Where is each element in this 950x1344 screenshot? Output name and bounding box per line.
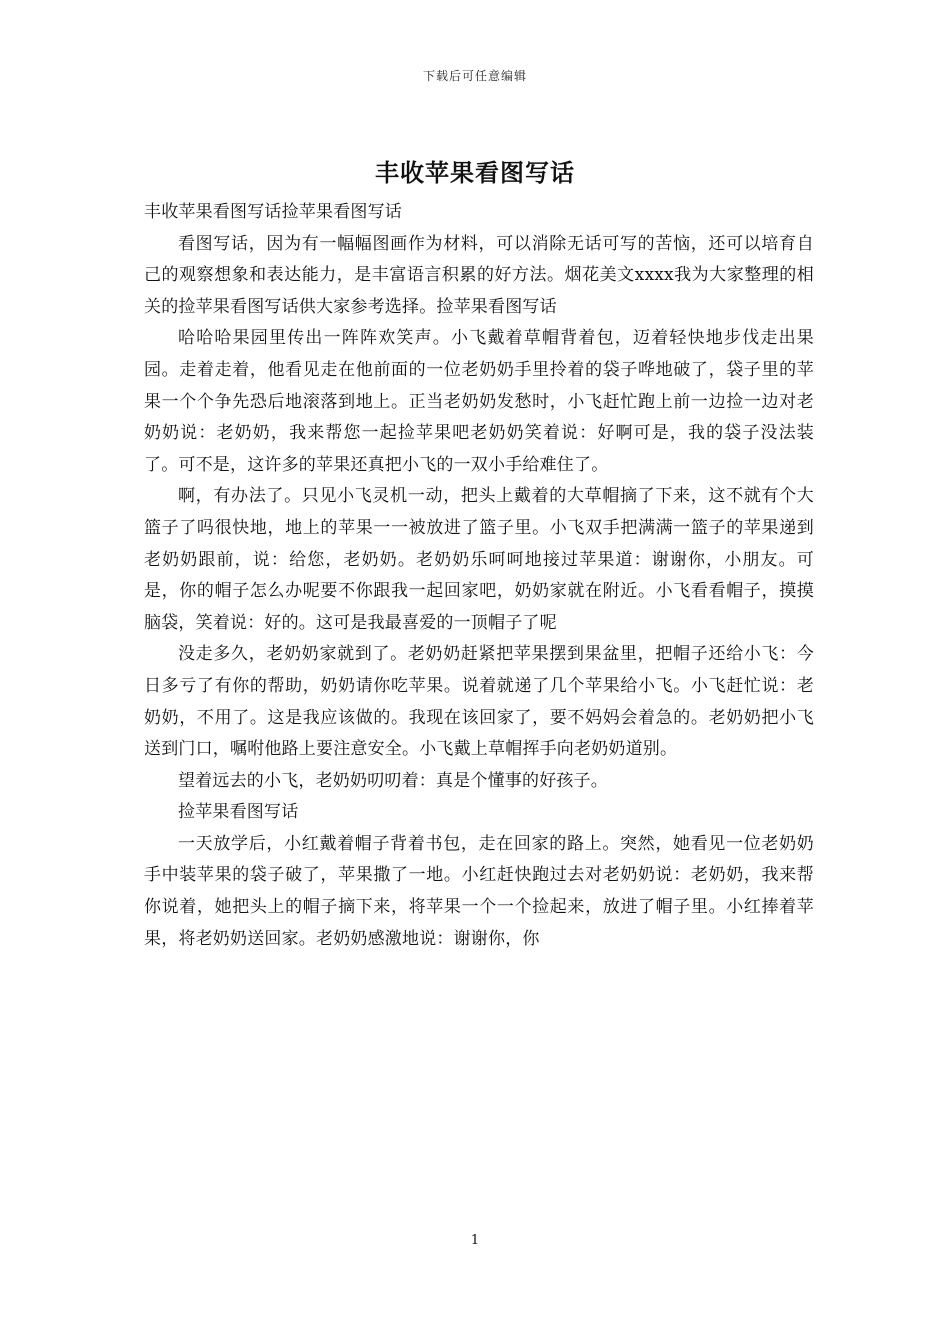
subtitle-paragraph: 丰收苹果看图写话捡苹果看图写话 bbox=[144, 202, 402, 222]
section-heading: 捡苹果看图写话 bbox=[178, 802, 299, 823]
document-title: 丰收苹果看图写话 bbox=[375, 159, 575, 187]
body-paragraph: 看图写话，因为有一幅幅图画作为材料，可以消除无话可写的苦恼，还可以培育自己的观察想象和表达能力，是丰富语言积累的好方法。烟花美文xxxx我为大家整理的相关的捡苹果看图写话供大家参考选择。捡苹果看图写话 bbox=[144, 233, 814, 317]
body-paragraph: 没走多久，老奶奶家就到了。老奶奶赶紧把苹果摆到果盆里，把帽子还给小飞：今日多亏了有你的帮助，奶奶请你吃苹果。说着就递了几个苹果给小飞。小飞赶忙说：老奶奶，不用了。这是我应该做的。我现在该回家了，要不妈妈会着急的。老奶奶把小飞送到门口，嘱咐他路上要注意安全。小飞戴上草帽挥手向老奶奶道别。 bbox=[144, 644, 814, 760]
page-number: 1 bbox=[470, 1233, 480, 1248]
body-paragraph: 望着远去的小飞，老奶奶叨叨着：真是个懂事的好孩子。 bbox=[178, 770, 608, 791]
body-paragraph: 啊，有办法了。只见小飞灵机一动，把头上戴着的大草帽摘了下来，这不就有个大篮子了吗很快地，地上的苹果一一被放进了篮子里。小飞双手把满满一篮子的苹果递到老奶奶跟前，说：给您，老奶奶。老奶奶乐呵呵地接过苹果道：谢谢你，小朋友。可是，你的帽子怎么办呢要不你跟我一起回家吧，奶奶家就在附近。小飞看看帽子，摸摸脑袋，笑着说：好的。这可是我最喜爱的一顶帽子了呢 bbox=[144, 486, 814, 633]
body-paragraph: 哈哈哈果园里传出一阵阵欢笑声。小飞戴着草帽背着包，迈着轻快地步伐走出果园。走着走着，他看见走在他前面的一位老奶奶手里拎着的袋子哗地破了，袋子里的苹果一个个争先恐后地滚落到地上。正当老奶奶发愁时，小飞赶忙跑上前一边捡一边对老奶奶说：老奶奶，我来帮您一起捡苹果吧老奶奶笑着说：好啊可是，我的袋子没法装了。可不是，这许多的苹果还真把小飞的一双小手给难住了。 bbox=[144, 328, 814, 475]
body-paragraph: 一天放学后，小红戴着帽子背着书包，走在回家的路上。突然，她看见一位老奶奶手中装苹果的袋子破了，苹果撒了一地。小红赶快跑过去对老奶奶说：老奶奶，我来帮你说着，她把头上的帽子摘下来，将苹果一个一个捡起来，放进了帽子里。小红捧着苹果，将老奶奶送回家。老奶奶感激地说：谢谢你，你 bbox=[144, 833, 814, 949]
document-body bbox=[144, 197, 814, 955]
header-note: 下载后可任意编辑 bbox=[422, 69, 527, 83]
